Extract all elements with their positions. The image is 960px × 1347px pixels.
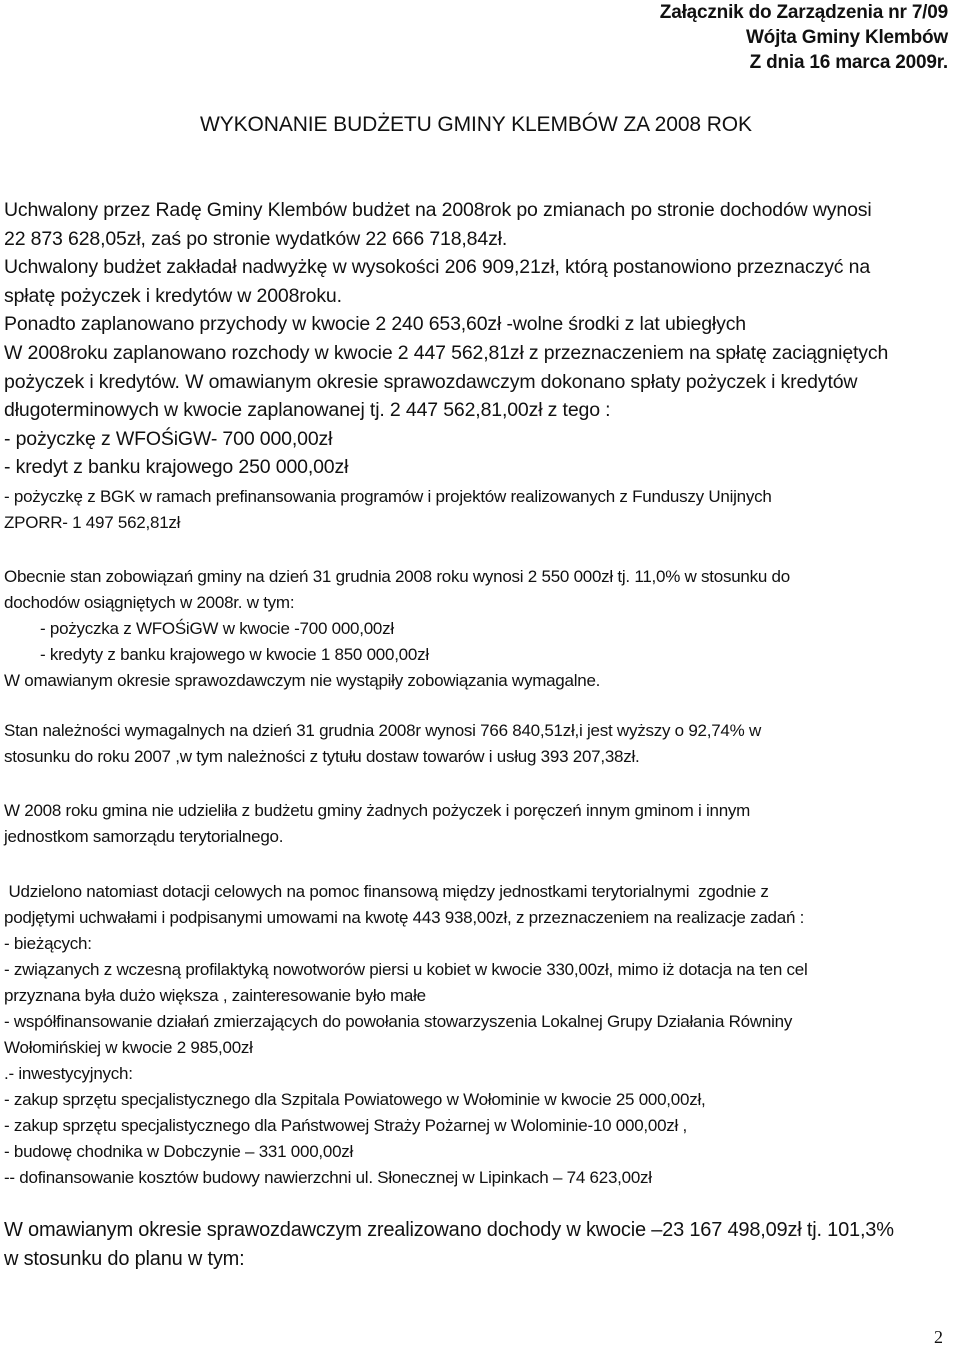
bgk-loan-paragraph	[4, 484, 952, 536]
text-line: w stosunku do planu w tym:	[4, 1248, 245, 1270]
text-line: Obecnie stan zobowiązań gminy na dzień 31 grudnia 2008 roku wynosi 2 550 000zł tj. 11,0% w stosunku do	[4, 567, 790, 586]
obligations-paragraph	[4, 564, 952, 694]
header-line: Z dnia 16 marca 2009r.	[749, 52, 948, 73]
text-line: długoterminowych w kwocie zaplanowanej tj. 2 447 562,81,00zł z tego :	[4, 399, 611, 422]
text-line: -- dofinansowanie kosztów budowy nawierzchni ul. Słonecznej w Lipinkach – 74 623,00zł	[4, 1168, 652, 1187]
receivables-paragraph	[4, 718, 952, 770]
document-title: WYKONANIE BUDŻETU GMINY KLEMBÓW ZA 2008 ROK	[200, 113, 752, 136]
text-line: Wołomińskiej w kwocie 2 985,00zł	[4, 1038, 253, 1057]
text-line: - budowę chodnika w Dobczynie – 331 000,00zł	[4, 1142, 354, 1161]
text-line: - zakup sprzętu specjalistycznego dla Państwowej Straży Pożarnej w Wolominie-10 000,00zł ,	[4, 1116, 688, 1135]
income-paragraph	[4, 1216, 952, 1274]
text-line: przyznana była dużo większa , zainteresowanie było małe	[4, 986, 426, 1005]
text-line: W 2008 roku gmina nie udzieliła z budżetu gminy żadnych pożyczek i poręczeń innym gminom i innym	[4, 801, 751, 820]
text-line: - współfinansowanie działań zmierzających do powołania stowarzyszenia Lokalnej Grupy Działania Równiny	[4, 1012, 793, 1031]
text-line: - związanych z wczesną profilaktyką nowotworów piersi u kobiet w kwocie 330,00zł, mimo iż dotacja na ten cel	[4, 960, 808, 979]
text-line: - bieżących:	[4, 934, 92, 953]
text-line: ZPORR- 1 497 562,81zł	[4, 513, 181, 532]
text-line: W 2008roku zaplanowano rozchody w kwocie 2 447 562,81zł z przeznaczeniem na spłatę zaciągniętych	[4, 341, 889, 364]
text-line: spłatę pożyczek i kredytów w 2008roku.	[4, 284, 342, 307]
text-line: podjętymi uchwałami i podpisanymi umowami na kwotę 443 938,00zł, z przeznaczeniem na realizacje zadań :	[4, 908, 805, 927]
text-line: W omawianym okresie sprawozdawczym nie wystąpiły zobowiązania wymagalne.	[4, 671, 601, 690]
list-item: - pożyczka z WFOŚiGW w kwocie -700 000,00zł	[40, 619, 394, 638]
loans-paragraph	[4, 798, 952, 850]
text-line: W omawianym okresie sprawozdawczym zrealizowano dochody w kwocie –23 167 498,09zł tj. 101,3%	[4, 1219, 894, 1241]
page-number: 2	[934, 1327, 943, 1347]
text-line: jednostkom samorządu terytorialnego.	[4, 827, 284, 846]
text-line: - pożyczkę z WFOŚiGW- 700 000,00zł	[4, 427, 333, 450]
list-item: - kredyty z banku krajowego w kwocie 1 850 000,00zł	[40, 645, 429, 664]
text-line: Udzielono natomiast dotacji celowych na pomoc finansową między jednostkami terytorialnymi zgodnie z	[4, 882, 769, 901]
text-line: pożyczek i kredytów. W omawianym okresie sprawozdawczym dokonano spłaty pożyczek i kredytów	[4, 370, 858, 393]
text-line: Uchwalony budżet zakładał nadwyżkę w wysokości 206 909,21zł, którą postanowiono przeznaczyć na	[4, 256, 871, 279]
text-line: Ponadto zaplanowano przychody w kwocie 2 240 653,60zł -wolne środki z lat ubiegłych	[4, 313, 746, 336]
text-line: Uchwalony przez Radę Gminy Klembów budżet na 2008rok po zmianach po stronie dochodów wynosi	[4, 199, 872, 221]
attachment-header	[660, 0, 948, 75]
text-line: - zakup sprzętu specjalistycznego dla Szpitala Powiatowego w Wołominie w kwocie 25 000,00zł,	[4, 1090, 706, 1109]
text-line: - kredyt z banku krajowego 250 000,00zł	[4, 456, 349, 479]
text-line: stosunku do roku 2007 ,w tym należności z tytułu dostaw towarów i usług 393 207,38zł.	[4, 747, 640, 766]
text-line: dochodów osiągniętych w 2008r. w tym:	[4, 593, 295, 612]
text-line: Stan należności wymagalnych na dzień 31 grudnia 2008r wynosi 766 840,51zł,i jest wyższy o 92,74% w	[4, 721, 762, 740]
text-line: .- inwestycyjnych:	[4, 1064, 133, 1083]
header-line: Wójta Gminy Klembów	[745, 27, 948, 48]
intro-paragraph	[4, 196, 952, 482]
text-line: 22 873 628,05zł, zaś po stronie wydatków 22 666 718,84zł.	[4, 227, 508, 250]
header-line: Załącznik do Zarządzenia nr 7/09	[659, 2, 948, 23]
subsidies-paragraph	[4, 879, 952, 1191]
text-line: - pożyczkę z BGK w ramach prefinansowania programów i projektów realizowanych z Funduszy Unijnych	[4, 487, 772, 506]
